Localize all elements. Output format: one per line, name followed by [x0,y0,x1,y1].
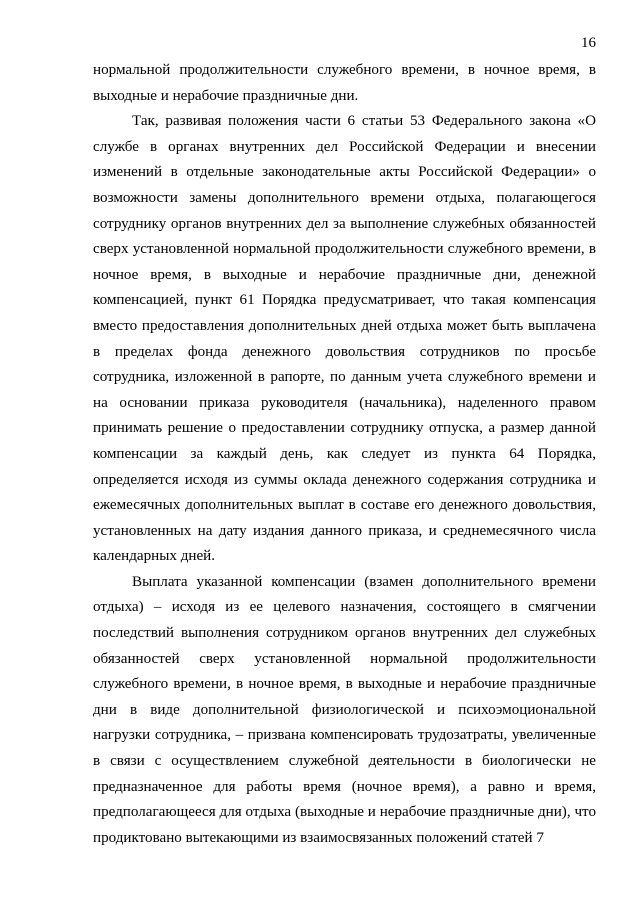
document-body [93,58,596,851]
paragraph-compensation-procedure: Так, развивая положения части 6 статьи 53 Федерального закона «О службе в органах внутренних дел Российской Федерации и внесении изменений в отдельные законодательные акты Российской Федерации» о возможности замены дополнительного времени отдыха, полагающегося сотруднику органов внутренних дел за выполнение служебных обязанностей сверх установленной нормальной продолжительности служебного времени, в ночное время, в выходные и нерабочие праздничные дни, денежной компенсацией, пункт 61 Порядка предусматривает, что такая компенсация вместо предоставления дополнительных дней отдыха может быть выплачена в пределах фонда денежного довольствия сотрудников по просьбе сотрудника, изложенной в рапорте, по данным учета служебного времени и на основании приказа руководителя (начальника), наделенного правом принимать решение о предоставлении сотруднику отпуска, а размер данной компенсации за каждый день, как следует из пункта 64 Порядка, определяется исходя из суммы оклада денежного содержания сотрудника и ежемесячных дополнительных выплат в составе его денежного довольствия, установленных на дату издания данного приказа, и среднемесячного числа календарных дней. [93,113,596,565]
paragraph-compensation-purpose: Выплата указанной компенсации (взамен дополнительного времени отдыха) – исходя из ее целевого назначения, состоящего в смягчении последствий выполнения сотрудником органов внутренних дел служебных обязанностей сверх установленной нормальной продолжительности служебного времени, в ночное время, в выходные и нерабочие праздничные дни в виде дополнительной физиологической и психоэмоциональной нагрузки сотрудника, – призвана компенсировать трудозатраты, увеличенные в связи с осуществлением служебной деятельности в биологически не предназначенное для работы время (ночное время), а равно и время, предполагающееся для отдыха (выходные и нерабочие праздничные дни), что продиктовано вытекающими из взаимосвязанных положений статей 7 [93,573,596,846]
page-number: 16 [581,35,596,51]
paragraph-continuation: нормальной продолжительности служебного времени, в ночное время, в выходные и нерабочие праздничные дни. [93,62,596,104]
